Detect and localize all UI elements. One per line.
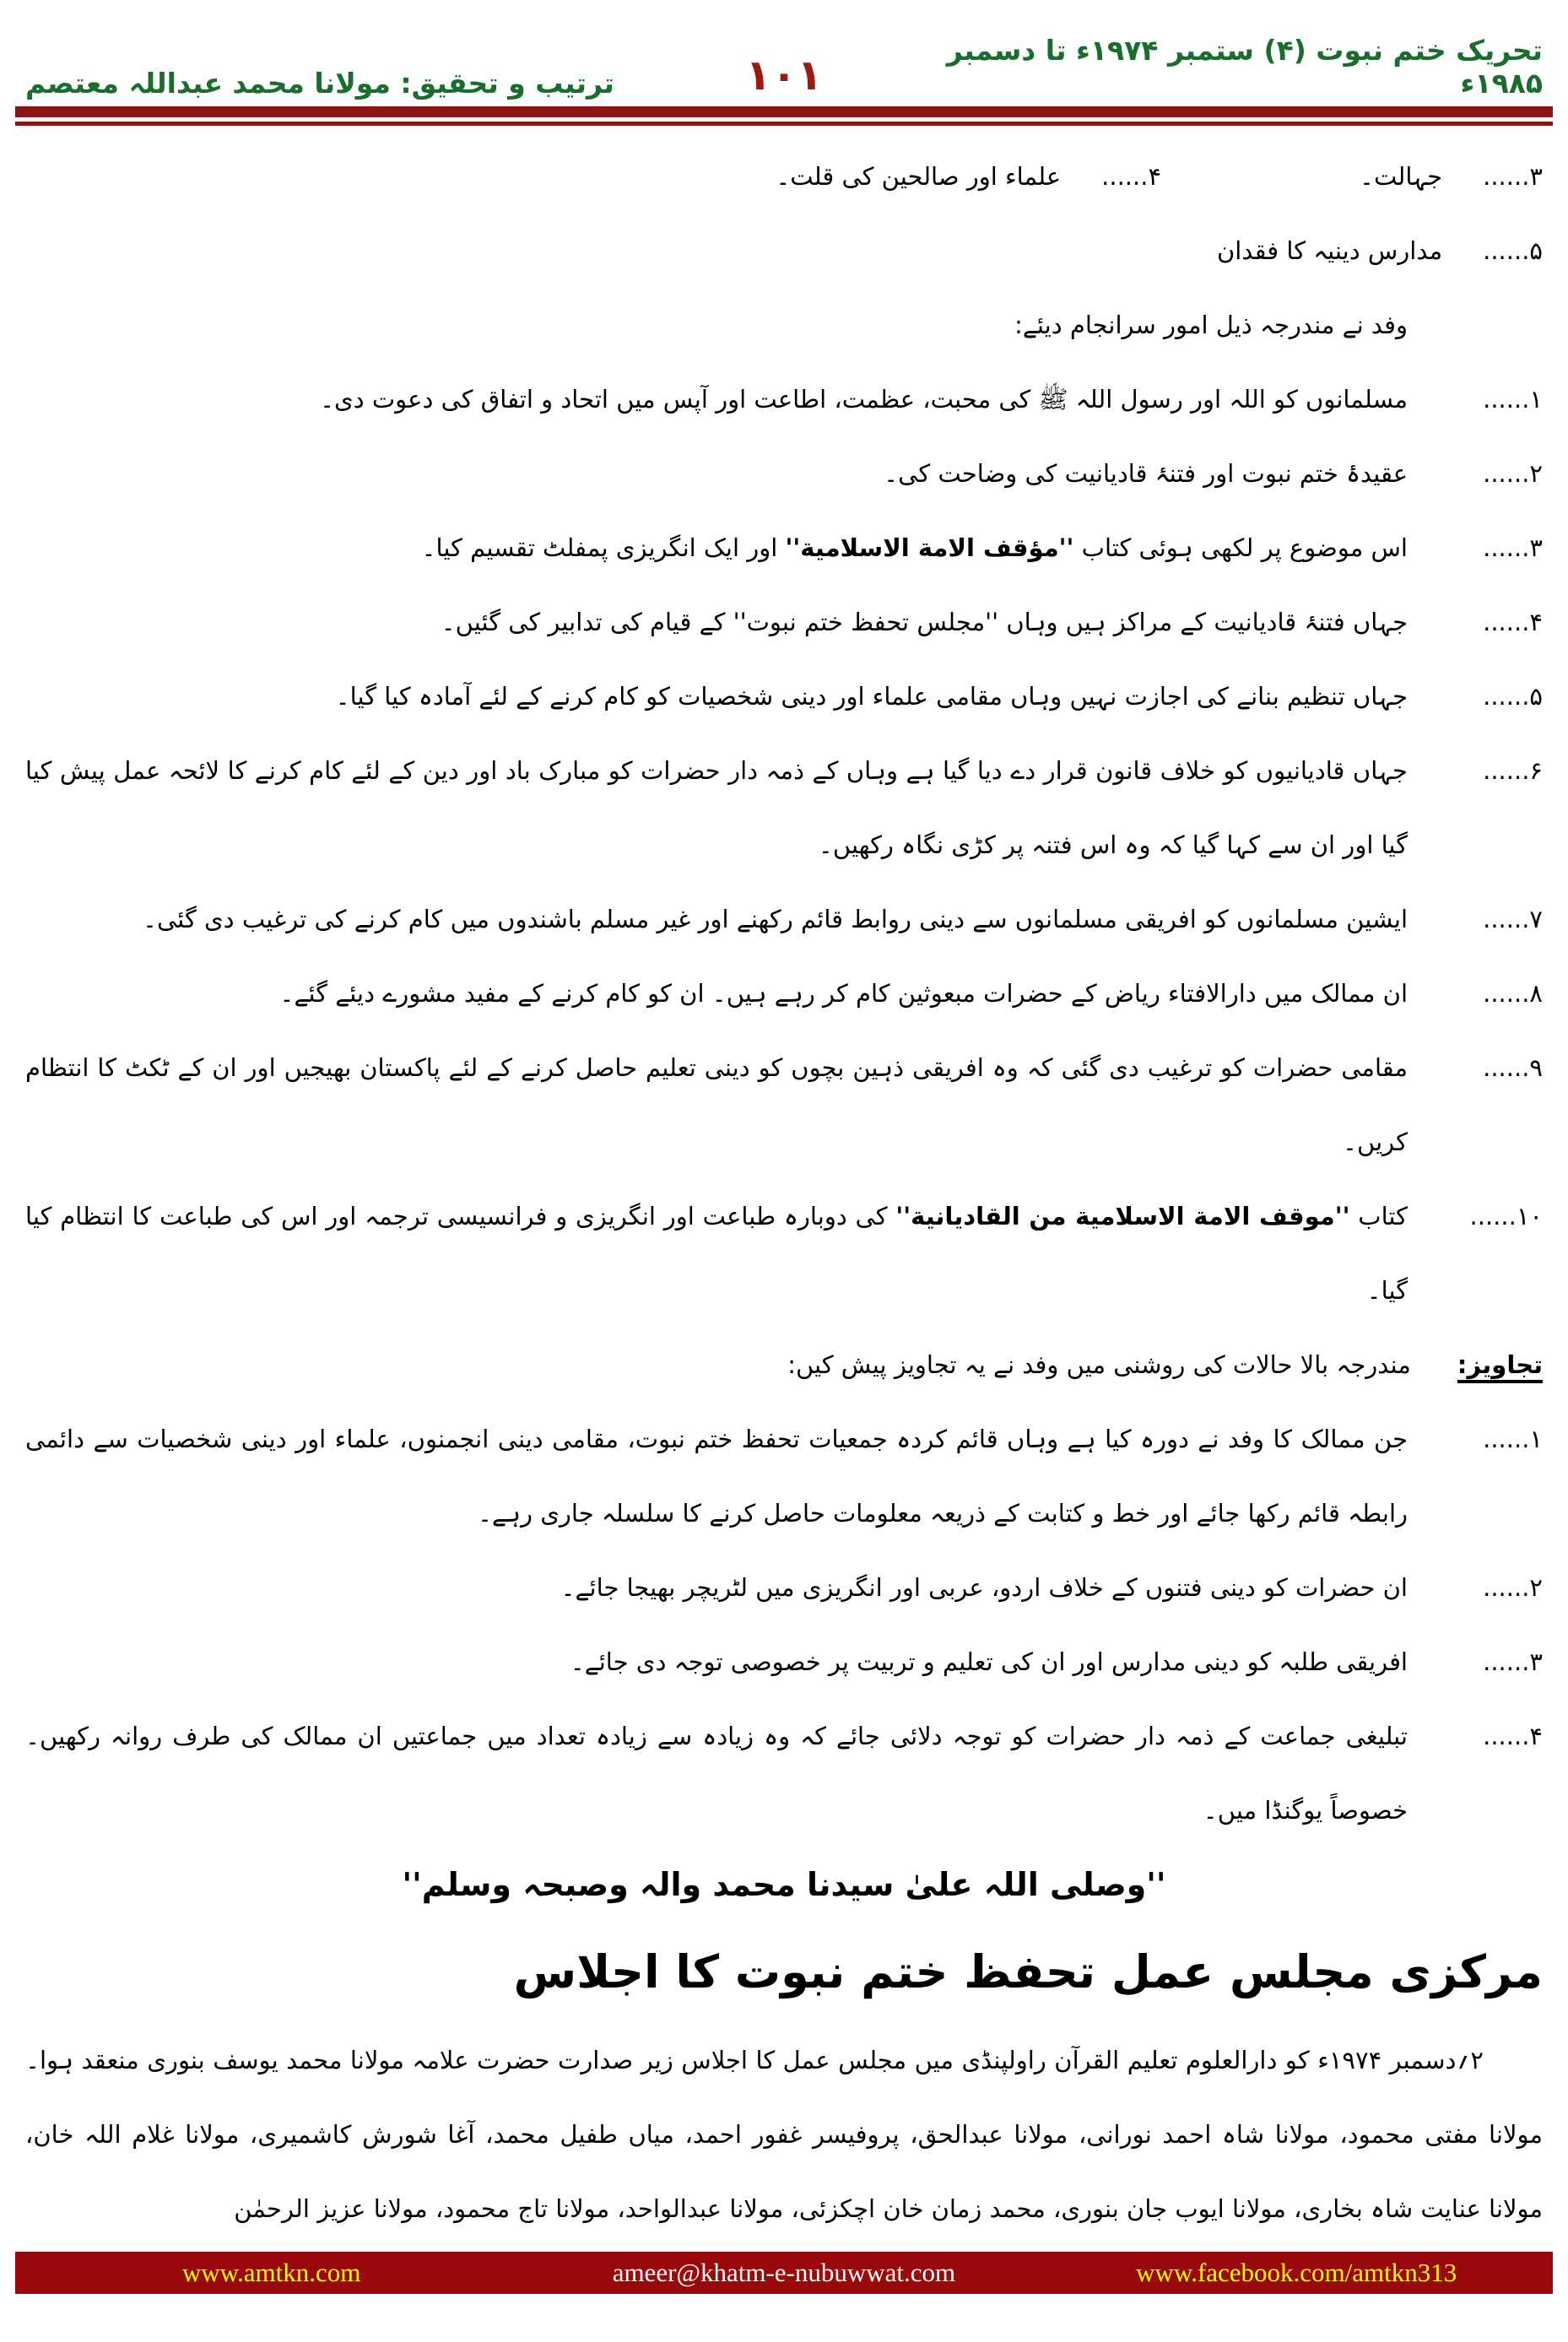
- facebook-link: www.facebook.com/amtkn313: [1136, 2258, 1457, 2287]
- list-item: [25, 362, 1543, 436]
- item-text: [25, 362, 1408, 436]
- item-text: [25, 436, 1408, 511]
- item-text-segment: ان حضرات کو دینی فتنوں کے خلاف اردو، عربی اور انگریزی میں لٹریچر بھیجا جائے۔: [560, 1573, 1408, 1602]
- carryover-line: [25, 139, 1543, 214]
- proposals-heading: تجاویز:: [1457, 1349, 1543, 1383]
- item-text-segment: مسلمانوں کو اللہ اور رسول اللہ ﷺ کی محبت، عظمت، اطاعت اور آپس میں اتحاد و اتفاق کی دعوت دی۔: [320, 385, 1408, 414]
- proposals-heading-line: [25, 1328, 1543, 1402]
- item-marker: ۳......: [1483, 533, 1543, 562]
- item-text-segment: مقامی حضرات کو ترغیب دی گئی کہ وہ افریقی ذہین بچوں کو دینی تعلیم حاصل کرنے کے لئے پاکستان بھیجیں اور ان کے ٹکٹ کا انتظام کریں۔: [25, 1053, 1408, 1156]
- list-item: [25, 1030, 1543, 1179]
- header-rule-thick: [15, 106, 1553, 117]
- item-marker: ۲......: [1483, 1573, 1543, 1602]
- item-text-segment: جہاں فتنۂ قادیانیت کے مراکز ہیں وہاں ''مجلس تحفظ ختم نبوت'' کے قیام کی تدابیر کی گئیں۔: [441, 608, 1408, 636]
- list-item: [25, 1179, 1543, 1328]
- book-title: ''موقف الامة الاسلامية من القاديانية'': [895, 1202, 1350, 1230]
- proposals-list: [25, 1402, 1543, 1847]
- item-marker: ۶......: [1483, 756, 1543, 785]
- list-item: [25, 214, 1543, 288]
- list-item: [25, 1625, 1543, 1699]
- list-item: [25, 733, 1543, 882]
- delegation-actions-list: [25, 362, 1543, 1328]
- closing-paragraph: ۲؍دسمبر ۱۹۷۴ء کو دارالعلوم تعلیم القرآن راولپنڈی میں مجلس عمل کا اجلاس زیر صدارت حضرت علامہ مولانا محمد یوسف بنوری منعقد ہوا۔ مولانا مفتی محمود، مولانا شاہ احمد نورانی، مولانا عبدالحق، پروفیسر غفور احمد، میاں طفیل محمد، آغا شورش کاشمیری، مولانا غلام اللہ خان، مولانا عنایت شاہ بخاری، مولانا ایوب جان بنوری، محمد زمان خان اچکزئی، مولانا عبدالواحد، مولانا تاج محمود، مولانا عزیز الرحمٰن: [25, 2046, 1543, 2223]
- book-title: ''مؤقف الامة الاسلامية'': [785, 533, 1074, 562]
- email-link: ameer@khatm-e-nubuwwat.com: [612, 2258, 956, 2287]
- list-item: [25, 1402, 1543, 1550]
- item-text: [25, 659, 1408, 733]
- item-text: [25, 1550, 1408, 1625]
- item-text-segment: جہاں تنظیم بنانے کی اجازت نہیں وہاں مقامی علماء اور دینی شخصیات کو کام کرنے کے لئے آمادہ کیا گیا۔: [335, 682, 1408, 711]
- item-marker: ۵......: [1483, 682, 1543, 711]
- list-item: [25, 1550, 1543, 1625]
- item-marker: ۸......: [1483, 979, 1543, 1008]
- item-text-segment: جن ممالک کا وفد نے دورہ کیا ہے وہاں قائم کردہ جمعیات تحفظ ختم نبوت، مقامی دینی انجمنوں، علماء اور دینی شخصیات سے دائمی رابطہ قائم رکھا جائے اور خط و کتابت کے ذریعہ معلومات حاصل کرنے کا سلسلہ جاری رہے۔: [25, 1425, 1408, 1528]
- item-marker: ۹......: [1483, 1053, 1543, 1082]
- page-number: ۱۰۱: [745, 51, 823, 100]
- footer-bar: [15, 2252, 1553, 2294]
- item-text: علماء اور صالحین کی قلت۔: [776, 162, 1062, 191]
- item-text: [25, 1402, 1408, 1550]
- proposals-intro: مندرجہ بالا حالات کی روشنی میں وفد نے یہ تجاویز پیش کیں:: [787, 1350, 1411, 1379]
- item-text: مدارس دینیہ کا فقدان: [1217, 236, 1443, 265]
- item-marker: ۴......: [1101, 162, 1162, 191]
- book-title-header: تحریک ختم نبوت (۴) ستمبر ۱۹۷۴ء تا دسمبر ۱۹۸۵ء: [946, 34, 1543, 100]
- page-header: [0, 0, 1568, 100]
- item-text: جہالت۔: [1360, 162, 1443, 191]
- item-text-segment: افریقی طلبہ کو دینی مدارس اور ان کی تعلیم و تربیت پر خصوصی توجہ دی جائے۔: [570, 1647, 1408, 1676]
- list-item: [25, 659, 1543, 733]
- item-text: [25, 1625, 1408, 1699]
- item-marker: ۵......: [1483, 236, 1543, 265]
- item-text-segment: ان ممالک میں دارالافتاء ریاض کے حضرات مبعوثین کام کر رہے ہیں۔ ان کو کام کرنے کے مفید مشورے دیئے گئے۔: [279, 979, 1408, 1008]
- item-marker: ۳......: [1483, 162, 1543, 191]
- item-marker: ۱۰......: [1469, 1202, 1543, 1230]
- item-text: [25, 1030, 1408, 1179]
- section-heading: مرکزی مجلس عمل تحفظ ختم نبوت کا اجلاس: [513, 1945, 1543, 1999]
- list-item: [1360, 139, 1543, 214]
- item-text-segment: جہاں قادیانیوں کو خلاف قانون قرار دے دیا گیا ہے وہاں کے ذمہ دار حضرات کو مبارک باد اور دین کے لئے کام کرنے کا لائحہ عمل پیش کیا گیا اور ان سے کہا گیا کہ وہ اس فتنہ پر کڑی نگاہ رکھیں۔: [25, 756, 1408, 859]
- website-link: www.amtkn.com: [181, 2258, 361, 2287]
- list-item: [776, 139, 1161, 214]
- item-text-segment: اور ایک انگریزی پمفلٹ تقسیم کیا۔: [421, 533, 786, 562]
- item-marker: ۴......: [1483, 608, 1543, 636]
- arabic-salutation: ''وصلی اللہ علیٰ سیدنا محمد والہ وصبحہ وسلم'': [402, 1866, 1166, 1903]
- item-text-segment: ایشین مسلمانوں کو افریقی مسلمانوں سے دینی روابط قائم رکھنے اور غیر مسلم باشندوں میں کام کرنے کی ترغیب دی گئی۔: [143, 905, 1408, 933]
- list-item: [25, 882, 1543, 956]
- item-text: [25, 1699, 1408, 1847]
- item-text-segment: کتاب: [1349, 1202, 1408, 1230]
- item-text-segment: عقیدۂ ختم نبوت اور فتنۂ قادیانیت کی وضاحت کی۔: [884, 459, 1408, 488]
- item-text-segment: کی دوبارہ طباعت اور انگریزی و فرانسیسی ترجمہ اور اس کی طباعت کا انتظام کیا گیا۔: [25, 1202, 1408, 1305]
- item-marker: ۲......: [1483, 459, 1543, 488]
- item-marker: ۷......: [1483, 905, 1543, 933]
- item-text: [25, 733, 1408, 882]
- item-text: [25, 511, 1408, 585]
- item-marker: ۱......: [1483, 385, 1543, 414]
- item-text: [25, 1179, 1408, 1328]
- list-item: [25, 585, 1543, 659]
- list-item: [25, 511, 1543, 585]
- item-text: [25, 956, 1408, 1030]
- list-item: [25, 1699, 1543, 1847]
- list-item: [25, 436, 1543, 511]
- compiler-credit: ترتیب و تحقیق: مولانا محمد عبداللہ معتصم: [25, 67, 614, 100]
- item-text-segment: تبلیغی جماعت کے ذمہ دار حضرات کو توجہ دلائی جائے کہ وہ زیادہ سے زیادہ تعداد میں جماعتیں ان ممالک کی طرف روانہ رکھیں۔ خصوصاً یوگنڈا میں۔: [25, 1722, 1408, 1825]
- item-marker: ۴......: [1483, 1722, 1543, 1750]
- page-body: [0, 126, 1568, 2246]
- item-marker: ۳......: [1483, 1647, 1543, 1676]
- delegation-intro: وفد نے مندرجہ ذیل امور سرانجام دیئے:: [1014, 311, 1408, 339]
- list-item: [25, 956, 1543, 1030]
- item-text: [25, 882, 1408, 956]
- item-marker: ۱......: [1483, 1425, 1543, 1453]
- item-text-segment: اس موضوع پر لکھی ہوئی کتاب: [1073, 533, 1408, 562]
- item-text: [25, 585, 1408, 659]
